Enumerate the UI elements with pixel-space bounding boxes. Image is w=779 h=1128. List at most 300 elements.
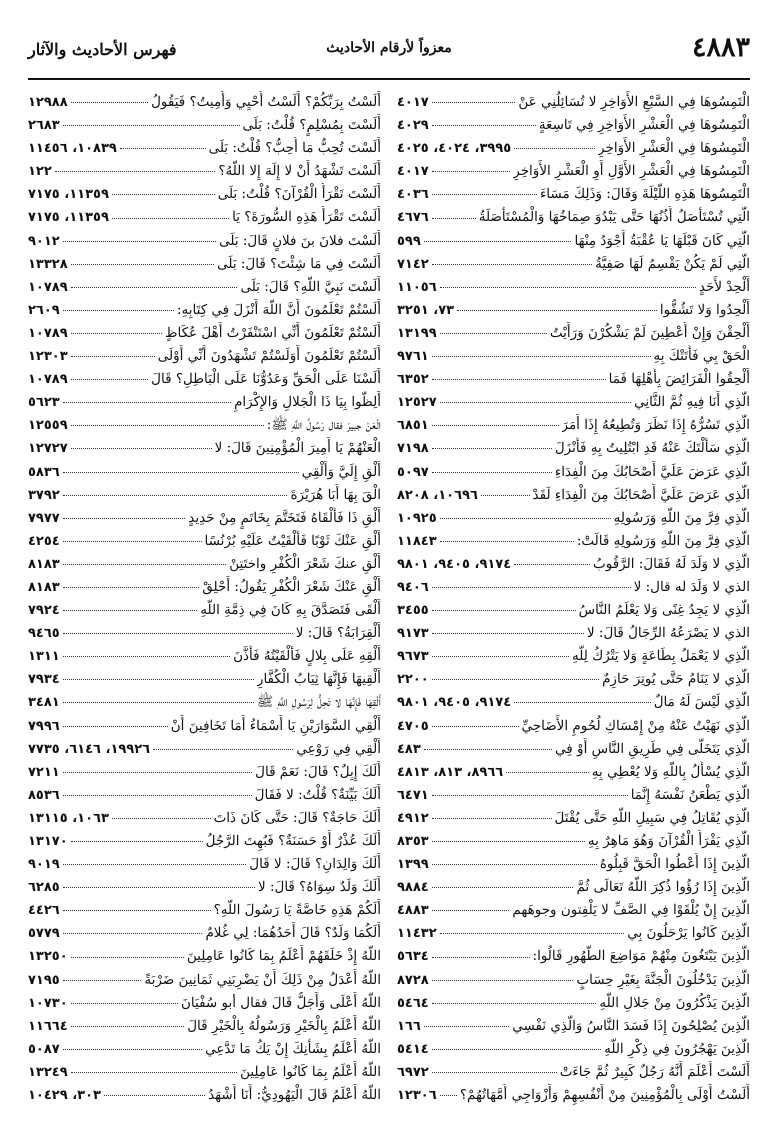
entry-ref-numbers: ٧١٩٨ (397, 441, 429, 457)
dot-leader (432, 633, 584, 634)
dot-leader (440, 333, 547, 334)
entry-ref-numbers: ٩١٧٣ (397, 626, 429, 642)
entry-ref-numbers: ٢٢٠٠ (397, 672, 429, 688)
entry-text: الْعَنْهُمْ يَا أَمِيرَ الْمُؤْمِنِينَ قَالَ: لا (214, 440, 381, 457)
index-entry (28, 807, 381, 830)
entry-text: أَلْحِقْنَ وَإِنْ أُعْطِينَ لَمْ يَشْكُرْنَ وَرَأَيْتُ (549, 324, 750, 341)
entry-ref-numbers: ٧٣، ٣٢٥١ (397, 302, 455, 318)
entry-ref-numbers: ١٠٧٨٩ (28, 372, 68, 388)
entry-text: أَلْقِ عَنْكَ ثَوْبًا فَأَلْقَيْتُ عَلَيْهِ بُرْنُسًا (204, 532, 381, 549)
entry-ref-numbers: ٦٢٨٥ (28, 880, 60, 896)
index-entry (28, 622, 381, 645)
index-entry (397, 784, 750, 807)
dot-leader (104, 1095, 205, 1096)
index-entry (397, 507, 750, 530)
entry-ref-numbers: ٢٦٠٩ (28, 302, 60, 318)
dot-leader (481, 495, 530, 496)
entry-ref-numbers: ١٠٩٢٥ (397, 510, 437, 526)
entry-text: أَلْحِدْ لأَحَدٍ (698, 278, 750, 295)
index-entry (397, 391, 750, 414)
entry-ref-numbers: ٤٨٣ (397, 741, 421, 757)
entry-ref-numbers: ١١٠٥٦ (397, 279, 437, 295)
entry-ref-numbers: ٧٩٧٧ (28, 510, 60, 526)
dot-leader (63, 795, 252, 796)
dot-leader (432, 102, 516, 103)
entry-text: أَلَسْتَ فلانَ بنَ فلانٍ قَالَ: بَلَى (219, 232, 381, 249)
entry-ref-numbers: ١٢٣٠٦ (397, 1088, 437, 1104)
index-entry (397, 738, 750, 761)
dot-leader (71, 1003, 178, 1004)
index-entry (397, 807, 750, 830)
dot-leader (63, 679, 254, 680)
entry-ref-numbers: ٤٤٢٦ (28, 903, 60, 919)
dot-leader (112, 818, 211, 819)
entry-text: أَلْقِ إِلَيَّ وَأَلْقِي (301, 463, 381, 480)
entry-text: أَلَسْتَ تُحِبُّ مَا أُحِبُّ؟ قُلْتُ: بَلَى (208, 140, 381, 157)
index-entry (397, 114, 750, 137)
entry-ref-numbers: ٤٠١٧ (397, 95, 429, 110)
entry-text: الَّذِي فِرَّ مِنَ اللَّهِ وَرَسُولِهِ (613, 509, 750, 526)
dot-leader (432, 125, 536, 126)
entry-text: اللَّهُ أَعْلَمُ بِمَا كَانُوا عَامِلِينَ (240, 1063, 381, 1080)
entry-text: اللَّهُ أَعْلَى وَأَجَلُّ قَالَ فقال أبو سُفْيَانَ (181, 994, 381, 1011)
entry-text: أَلْقِ عَنْكَ شَعْرَ الْكُفْرِ يَقُولُ: أَحْلِقْ (202, 578, 381, 595)
entry-ref-numbers: ٣٩٩٥، ٤٠٢٤، ٤٠٢٥ (397, 141, 512, 157)
entry-text: اللَّهُ أَعْدَلُ مِنْ ذَلِكَ أَنْ يَضْرِبَنِي ثَمَانِينَ ضَرْبَةً (144, 971, 381, 988)
index-entry (28, 183, 381, 206)
entry-text: أَلَسْتُ بِرَبِّكُمْ؟ أَلَسْتُ أُحْيِي وَأُمِيتُ؟ فَيَقُولُ (151, 94, 381, 110)
dot-leader (63, 610, 198, 611)
index-entry (28, 1061, 381, 1084)
entry-text: الَّذِي فِرَّ مِنَ اللَّهِ وَرَسُولِهِ قَالَتْ: (576, 532, 750, 549)
index-entry (397, 691, 750, 714)
entry-text: الَّذِي يَقْرَأُ الْقُرْآنَ وَهُوَ مَاهِرٌ بِهِ (587, 833, 750, 849)
index-entry (397, 715, 750, 738)
entry-ref-numbers: ١١٣٥٩، ٧١٧٥ (28, 187, 109, 203)
entry-ref-numbers: ٧١٤٢ (397, 256, 429, 272)
index-entry (397, 992, 750, 1015)
dot-leader (432, 264, 592, 265)
dot-leader (71, 841, 203, 842)
entry-ref-numbers: ٥٠٨٧ (28, 1041, 60, 1057)
index-entry (397, 299, 750, 322)
index-entry (397, 599, 750, 622)
entry-ref-numbers: ١٢٣٠٣ (28, 349, 68, 365)
entry-ref-numbers: ٣٤٨١ (28, 695, 60, 711)
dot-leader (514, 702, 651, 703)
entry-text: الْعَنْ جبيرَ فقال رَسُولُ اللَّهِ ﷺ: (266, 417, 381, 434)
entry-ref-numbers: ٨١٨٣ (28, 579, 60, 595)
entry-text: أَلَكَ عُذْرٌ أَوْ حَسَنَةٌ؟ فَبُهِتَ الرَّجُلُ (205, 833, 381, 849)
entry-text: أَلْحِقُوا الْفَرَائِضَ بِأَهْلِهَا فَمَا (608, 371, 750, 388)
index-entry (397, 160, 750, 183)
entry-ref-numbers: ٩٠١٩ (28, 857, 60, 873)
entry-ref-numbers: ٦٨٥١ (397, 418, 429, 434)
entry-text: الْتَمِسُوهَا هَذِهِ اللَّيْلَةَ وَقَالَ: وَذَلِكَ مَسَاءَ (539, 186, 750, 203)
dot-leader (432, 379, 606, 380)
index-entry (397, 1038, 750, 1061)
index-entry (28, 969, 381, 992)
index-entry (28, 391, 381, 414)
entry-ref-numbers: ١٢٢ (28, 164, 52, 180)
entry-ref-numbers: ١٢٥٥٩ (28, 418, 68, 434)
dot-leader (63, 125, 240, 126)
entry-text: أَلَسْتَ تَقْرَأُ هَذِهِ السُّورَةَ؟ يَا (232, 209, 381, 226)
entry-text: أَلَسْتُ أَوْلَى بِالْمُؤْمِنِينَ مِنْ أَنْفُسِهِمْ وَأَزْوَاجِي أُمَّهَاتُهُمْ؟ (459, 1087, 750, 1104)
entry-ref-numbers: ١٣١٩٩ (397, 325, 437, 341)
index-entry (397, 969, 750, 992)
entry-text: الَّذِينَ إِذَا رُؤُوا ذُكِرَ اللَّهُ تَعَالَى ثُمَّ (576, 879, 750, 896)
dot-leader (71, 264, 214, 265)
entry-text: أَلْقَى فَتَصَدَّقَ بِهِ كَانَ فِي ذِمَّةِ اللَّهِ (200, 602, 381, 619)
entry-text: أَلِظُّوا بِيَا ذَا الْجَلالِ وَالإِكْرَامِ (234, 394, 381, 411)
index-entry (28, 715, 381, 738)
index-entry (28, 1084, 381, 1107)
entry-text: أَلْقِهِ عَلَى بِلالٍ فَأَلْقَيْتُهُ فَأَذَّنَ (233, 648, 381, 665)
dot-leader (63, 933, 203, 934)
index-entry (397, 876, 750, 899)
index-entry (397, 91, 750, 114)
dot-leader (514, 564, 590, 565)
dot-leader (63, 402, 231, 403)
dot-leader (432, 679, 599, 680)
entry-text: الْتَمِسُوهَا فِي الْعَشْرِ الأَوَاخِرِ (598, 140, 750, 157)
entry-ref-numbers: ٤٠٢٩ (397, 118, 429, 134)
dot-leader (71, 1026, 185, 1027)
dot-leader (432, 656, 569, 657)
dot-leader (432, 980, 574, 981)
entry-ref-numbers: ١٠٧٨٩ (28, 279, 68, 295)
entry-text: أَلْقِي فِي رَوْعِي (296, 740, 381, 757)
entry-ref-numbers: ٨١٨٣ (28, 556, 60, 572)
index-entry (28, 368, 381, 391)
dot-leader (440, 541, 574, 542)
entry-text: الَّذِي أَنَا فِيهِ ثُمَّ الثَّانِي (634, 394, 750, 411)
entry-text: الَّذِي لا وَلَدَ لَهُ فَقَالَ: الرَّقُوبُ (593, 555, 750, 572)
index-entry (28, 691, 381, 714)
entry-text: أَلَكَ وَالِدَانِ؟ قَالَ: لا قَالَ (249, 856, 381, 873)
index-entry (397, 322, 750, 345)
entry-ref-numbers: ٤٦٧٦ (397, 210, 429, 226)
index-entry (28, 484, 381, 507)
entry-text: أَلَكَ بَيِّنَةٌ؟ قُلْتُ: لا فَقَالَ (254, 786, 381, 803)
index-entry (28, 784, 381, 807)
entry-text: الَّذِي سَأَلْتَكَ عَنْهُ قَدِ ابْتُلِيتُ بِهِ فَأَنْزَلَ (554, 440, 750, 457)
entry-ref-numbers: ٩٠١٢ (28, 233, 60, 249)
entry-text: أَلَسْتَ أَعْلَمَ أَنَّهُ رَجُلٌ كَبِيرٌ ثُمَّ جَاءَتْ (559, 1063, 750, 1080)
dot-leader (432, 1072, 557, 1073)
dot-leader (424, 749, 552, 750)
index-entry (397, 553, 750, 576)
entry-text: أَلَسْتَ فِي مَا شِئْتَ؟ قَالَ: بَلَى (217, 255, 381, 272)
entry-ref-numbers: ٥٦٣٤ (397, 949, 429, 965)
entry-text: الَّتِي تُسْتَأْصَلُ أُذُنُهَا حَتَّى يَبْدُوَ صِمَاخُهَا وَالْمُسْتَأْصَلَةُ (478, 209, 750, 226)
entry-ref-numbers: ٩٦٧٣ (397, 649, 429, 665)
entry-ref-numbers: ١٠٨٣٩، ١١٤٥٦ (28, 141, 117, 157)
index-entry (397, 645, 750, 668)
entry-ref-numbers: ١١٤٣٢ (397, 926, 437, 942)
index-entry (397, 1015, 750, 1038)
dot-leader (432, 887, 574, 888)
entry-ref-numbers: ١٣٣٢٨ (28, 256, 68, 272)
entry-text: الذي لا وَلَدَ له قال: لا (633, 578, 750, 595)
index-entry (28, 414, 381, 437)
dot-leader (432, 841, 585, 842)
index-entry (397, 1084, 750, 1107)
dot-leader (63, 472, 299, 473)
dot-leader (432, 171, 511, 172)
index-entry (397, 899, 750, 922)
entry-text: أَلَسْتُمْ تَعْلَمُونَ أَوَلَسْتُمْ تَشْهَدُونَ أَنِّي أَوْلَى (157, 348, 381, 365)
entry-ref-numbers: ٧٢١١ (28, 764, 60, 780)
dot-leader (432, 1003, 597, 1004)
dot-leader (440, 1095, 457, 1096)
index-entry (397, 230, 750, 253)
dot-leader (432, 448, 552, 449)
dot-leader (440, 402, 631, 403)
entry-text: أَلْقِ ذَا فَأَلْقَاهُ فَتَخَتَّمَ بِخَاتَمٍ مِنْ حَدِيدٍ (188, 509, 381, 526)
index-entry (28, 576, 381, 599)
index-entry (397, 183, 750, 206)
entry-ref-numbers: ٤٧٠٥ (397, 718, 429, 734)
entry-text: الَّذِينَ يَبْتَغُونَ مِنْهُمْ مَوَاضِعَ الطَّهُورِ قَالُوا: (532, 948, 750, 965)
index-title: فهرس الأحاديث والآثار (28, 40, 177, 59)
index-column-right (397, 91, 750, 1107)
index-entry (28, 530, 381, 553)
entry-text: الَّذِينَ إِنْ يُلْقَوْا فِي الصَّفِّ لا يَلْفِتون وجوهَهم (512, 902, 750, 919)
dot-leader (424, 241, 572, 242)
entry-text: الَّذِينَ إِذَا أُعْطُوا الْحَقَّ قَبِلُوهُ (599, 856, 750, 873)
entry-text: الَّذِي لا يَجِدُ غِنًى وَلا يَعْلَمُ النَّاسُ (578, 602, 750, 619)
dot-leader (63, 541, 202, 542)
dot-leader (71, 379, 148, 380)
index-entry (397, 253, 750, 276)
index-entry (397, 761, 750, 784)
index-entry (397, 276, 750, 299)
entry-text: الَّذِي عَرَضَ عَلَيَّ أَصْحَابُكَ مِنَ الْفِدَاءِ لَقَدْ (532, 486, 750, 503)
dot-leader (506, 772, 589, 773)
index-entry (28, 137, 381, 160)
entry-ref-numbers: ٩١٧٤، ٩٤٠٥، ٩٨٠١ (397, 695, 512, 711)
dot-leader (432, 356, 651, 357)
index-entry (28, 945, 381, 968)
entry-ref-numbers: ١٠٦٩٦، ٨٢٠٨ (397, 487, 478, 503)
entry-ref-numbers: ١٣١٧٠ (28, 834, 68, 849)
index-entry (397, 206, 750, 229)
dot-leader (71, 448, 212, 449)
entry-ref-numbers: ٨٧٢٨ (397, 972, 429, 988)
entry-ref-numbers: ١٠٧٣٠ (28, 995, 68, 1011)
entry-ref-numbers: ٩٤٦٥ (28, 626, 60, 642)
index-entry (28, 461, 381, 484)
entry-text: الَّذِي تَسُرُّهُ إِذَا نَظَرَ وَتُطِيعُهُ إِذَا أَمَرَ (561, 417, 750, 434)
entry-text: أَلَسْتَ نَبِيَّ اللَّهِ؟ قَالَ: بَلَى (240, 278, 381, 295)
index-entry (28, 206, 381, 229)
entry-text: أَلْحِدُوا وَلا تَشُقُّوا (659, 301, 750, 318)
index-entry (397, 830, 750, 853)
entry-ref-numbers: ١٢٩٨٨ (28, 95, 68, 110)
dot-leader (63, 772, 252, 773)
dot-leader (432, 194, 537, 195)
dot-leader (112, 218, 229, 219)
running-title: معزواً لأرقام الأحاديث (326, 40, 452, 56)
dot-leader (440, 518, 611, 519)
entry-text: الَّذِي يَتَخَلَّى فِي طَرِيقِ النَّاسِ أَوْ فِي (555, 740, 750, 757)
entry-text: الَّذِي نَهَيْتُ عَنْهُ مِنْ إِمْسَاكِ لُحُومِ الأَضَاحِيِّ (521, 717, 750, 734)
entry-ref-numbers: ٥٠٩٧ (397, 464, 429, 480)
index-entry (28, 160, 381, 183)
entry-text: الَّذِينَ يَهْجُرُونَ فِي ذِكْرِ اللَّهِ (604, 1040, 750, 1057)
dot-leader (63, 864, 247, 865)
entry-ref-numbers: ١٣٢٥٠ (28, 949, 68, 965)
dot-leader (71, 356, 155, 357)
dot-leader (432, 726, 519, 727)
index-entry (397, 576, 750, 599)
entry-ref-numbers: ٥٤٦٤ (397, 995, 429, 1011)
entry-ref-numbers: ٨٩٦٦، ٨١٣، ٤٨١٣ (397, 764, 504, 780)
entry-ref-numbers: ٥٨٣٦ (28, 464, 60, 480)
entry-text: الَّذِينَ يَذْكُرُونَ مِنْ جَلالِ اللَّهِ (599, 994, 750, 1011)
entry-ref-numbers: ١٩٩٢٦، ٦١٤٦، ٧٧٣٥ (28, 741, 151, 757)
entry-text: اللَّهُ إِذْ خَلَقَهُمْ أَعْلَمُ بِمَا كَانُوا عَامِلِينَ (186, 948, 381, 965)
index-entry (28, 253, 381, 276)
index-entry (397, 1061, 750, 1084)
index-entry (397, 622, 750, 645)
dot-leader (63, 633, 293, 634)
entry-text: الْتَمِسُوهَا فِي السَّبْعِ الأَوَاخِرِ لا تُسَائِلُنِي عَنْ (518, 94, 750, 110)
page-number: ٤٨٨٣ (691, 32, 750, 63)
dot-leader (63, 980, 142, 981)
entry-ref-numbers: ٩٤٠٦ (397, 579, 429, 595)
entry-ref-numbers: ١١٨٤٣ (397, 533, 437, 549)
entry-ref-numbers: ٨٥٣٦ (28, 787, 60, 803)
entry-text: اللَّهُ أَعْلَمُ قَالَ الْيَهُودِيُّ: أَنَا أَشْهَدُ (208, 1087, 381, 1104)
entry-ref-numbers: ٧١٩٥ (28, 972, 60, 988)
dot-leader (71, 1072, 237, 1073)
index-entry (28, 1038, 381, 1061)
entry-ref-numbers: ٧٩٩٦ (28, 718, 60, 734)
entry-text: اللَّهُ أَعْلَمُ بِالْخَيْرِ وَرَسُولُهُ بِالْخَيْرِ قَالَ (187, 1017, 381, 1034)
index-entry (28, 1015, 381, 1038)
entry-text: أَلَسْتَ تَقْرَأُ الْقُرْآنَ؟ قُلْتُ: بَلَى (217, 186, 381, 203)
dot-leader (432, 818, 552, 819)
entry-text: الَّتِي لَمْ يَكُنْ يَقْسِمُ لَهَا صَفِيَّةُ (595, 255, 750, 272)
entry-text: الَّذِي يُسْأَلُ بِاللَّهِ وَلا يُعْطِي بِهِ (591, 763, 750, 780)
dot-leader (71, 333, 162, 334)
entry-ref-numbers: ١٣١١ (28, 649, 60, 665)
index-entry (397, 922, 750, 945)
entry-text: أَلَسْنَا عَلَى الْحَقِّ وَعَدُوُّنَا عَلَى الْبَاطِلِ؟ قَالَ (151, 371, 381, 388)
dot-leader (71, 287, 238, 288)
index-entry (28, 830, 381, 853)
index-entry (28, 553, 381, 576)
index-entry (28, 230, 381, 253)
entry-text: أَلَسْتَ بِمُسْلِمٍ؟ قُلْتُ: بَلَى (242, 117, 381, 134)
entry-text: أَلَكَ وَلَدٌ سِوَاهُ؟ قَالَ: لا (257, 879, 381, 896)
index-entry (28, 437, 381, 460)
dot-leader (112, 194, 215, 195)
index-entry (28, 876, 381, 899)
dot-leader (432, 1049, 601, 1050)
dot-leader (120, 148, 206, 149)
entry-text: أَلَكُمَا وَلَدٌ؟ قَالَ أَحَدُهُمَا: لِي غُلامٌ (205, 925, 381, 942)
entry-text: أَلَسْتُمْ تَعْلَمُونَ أَنَّ اللَّهَ أَنْزَلَ فِي كِتَابِهِ: (176, 301, 381, 318)
page-header (28, 32, 750, 70)
entry-text: أَلَسْتَ تَشْهَدُ أَنْ لا إِلَهَ إِلا اللَّهُ؟ (218, 163, 381, 180)
header-rule (28, 78, 750, 80)
dot-leader (432, 425, 559, 426)
index-entry (397, 530, 750, 553)
entry-text: أَلَكُمْ هَذِهِ خَاصَّةً يَا رَسُولَ اللَّهِ؟ (213, 902, 381, 919)
dot-leader (63, 241, 216, 242)
index-entry (28, 599, 381, 622)
index-entry (397, 414, 750, 437)
index-entry (397, 368, 750, 391)
dot-leader (63, 587, 200, 588)
index-entry (397, 137, 750, 160)
index-entry (28, 645, 381, 668)
entry-text: الْتَمِسُوهَا فِي الْعَشْرِ الأَوَّلِ أَوِ الْعَشْرِ الأَوَاخِرِ (513, 163, 750, 180)
entry-ref-numbers: ١٢٧٢٧ (28, 441, 68, 457)
entry-ref-numbers: ٧٩٣٤ (28, 672, 60, 688)
entry-text: أَلَكَ حَاجَةٌ؟ قَالَ: حَتَّى كَانَ ذَاتَ (213, 809, 381, 826)
dot-leader (440, 287, 696, 288)
dot-leader (432, 472, 552, 473)
index-entry (397, 461, 750, 484)
dot-leader (63, 495, 288, 496)
entry-text: الَّذِينَ يَدْخُلُونَ الْجَنَّةَ بِغَيْرِ حِسَابٍ (576, 971, 750, 988)
entry-text: الَّذِي لا يَعْمَلُ بِطَاعَةٍ وَلا يَتْرُكُ لِلَّهِ (572, 648, 750, 665)
index-entry (28, 276, 381, 299)
dot-leader (71, 102, 148, 103)
entry-ref-numbers: ٤٢٥٤ (28, 533, 60, 549)
entry-text: الَّذِي يَطْعَنُ نَفْسَهُ إِنَّمَا (630, 786, 750, 803)
index-entry (28, 738, 381, 761)
dot-leader (432, 795, 628, 796)
entry-ref-numbers: ٥٧٧٩ (28, 926, 60, 942)
dot-leader (63, 1049, 202, 1050)
index-entry (397, 437, 750, 460)
index-entry (397, 853, 750, 876)
entry-text: أَلْقِ عنكَ شَعْرَ الْكُفْرِ واختَتِنْ (229, 555, 381, 572)
index-entry (28, 899, 381, 922)
index-entry (28, 992, 381, 1015)
entry-ref-numbers: ٦٤٧١ (397, 787, 429, 803)
index-entry (397, 945, 750, 968)
index-column-left (28, 91, 381, 1107)
entry-text: الَّذِي لا يَنَامُ حَتَّى يُوتِرَ حَازِمٌ (602, 671, 750, 688)
entry-text: أَلَسْتُمْ تَعْلَمُونَ أَنِّي اسْتَنْفَرْتُ أَهْلَ عُكَاظٍ (164, 324, 381, 341)
dot-leader (71, 425, 264, 426)
index-entry (397, 345, 750, 368)
entry-text: اللَّهُ أَعْلَمُ بِشَأْنِكَ إِنْ يَكُ مَا تَدَّعِي (205, 1040, 381, 1057)
index-entry (28, 853, 381, 876)
entry-ref-numbers: ١٦٦ (397, 1018, 421, 1034)
entry-text: أَلْقِهَا فَإِنَّهَا لا تَحِلُّ لِرَسُولِ اللَّهِ ﷺ (256, 694, 381, 711)
entry-ref-numbers: ٦٣٥٢ (397, 372, 429, 388)
dot-leader (514, 148, 595, 149)
index-entry (28, 91, 381, 114)
index-entry (28, 922, 381, 945)
dot-leader (432, 218, 476, 219)
index-entry (397, 668, 750, 691)
entry-text: أَلْقِرَابَةُ؟ قَالَ: لا (295, 625, 381, 642)
dot-leader (71, 957, 184, 958)
dot-leader (432, 910, 510, 911)
entry-ref-numbers: ١٣٩٩ (397, 857, 429, 873)
dot-leader (63, 656, 230, 657)
index-entry (28, 114, 381, 137)
